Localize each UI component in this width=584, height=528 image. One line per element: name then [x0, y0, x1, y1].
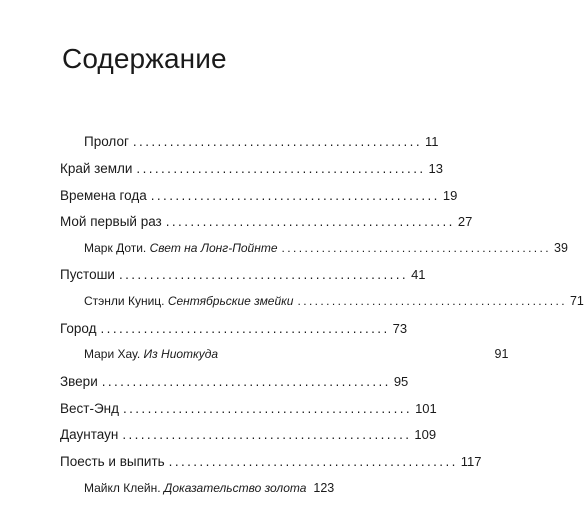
toc-entry-howe[interactable] [84, 347, 509, 367]
leader-dots: ............................................... [297, 294, 567, 308]
leader-dots: ............................................... [122, 401, 413, 416]
leader-dots: ............................................... [168, 454, 458, 469]
toc-entry-page: 101 [415, 401, 437, 416]
toc-entry-downtown[interactable] [60, 427, 437, 447]
toc-entry-beasts[interactable] [60, 374, 409, 394]
toc-entry-author: Стэнли Куниц. [84, 294, 165, 308]
toc-entry-page: 73 [392, 321, 408, 336]
toc-entry-page: 13 [428, 161, 443, 176]
toc-entry-klein[interactable] [84, 481, 334, 501]
leader-dots: ............................................... [122, 427, 412, 442]
toc-entry-title [84, 294, 293, 308]
toc-entry-page: 71 [569, 294, 584, 308]
toc-entry-work: Из Ниоткуда [143, 347, 219, 361]
toc-entry-page: 19 [442, 188, 458, 203]
leader-dots: ............................................... [101, 374, 391, 389]
toc-entry-title: Пустоши [60, 267, 115, 282]
toc-entry-page: 109 [414, 427, 437, 442]
toc-entry-page: 95 [393, 374, 409, 389]
leader-dots: ............................................... [165, 214, 455, 229]
toc-entry-title: Времена года [60, 188, 147, 203]
toc-entry-author: Майкл Клейн. [84, 481, 161, 495]
toc-entry-title: Пролог [84, 134, 129, 149]
toc-entry-page: 27 [457, 214, 473, 229]
toc-entry-wastelands[interactable] [60, 267, 426, 287]
toc-entry-title: Даунтаун [60, 427, 119, 442]
toc-entry-prologue[interactable] [84, 134, 439, 154]
toc-entry-title [84, 347, 218, 361]
toc-entry-title: Поесть и выпить [60, 454, 165, 469]
toc-entry-west-end[interactable] [60, 401, 437, 421]
toc-entry-page: 91 [494, 347, 509, 361]
toc-entry-title: Вест-Энд [60, 401, 119, 416]
leader-dots: ............................................... [100, 321, 390, 336]
toc-entry-doty[interactable] [84, 241, 568, 261]
leader-dots: ............................................... [118, 267, 409, 282]
toc-entry-edge-of-earth[interactable] [60, 161, 443, 181]
toc-entry-work: Свет на Лонг-Пойнте [149, 241, 278, 255]
leader-dots: ............................................... [132, 134, 422, 149]
toc-entry-page: 11 [424, 134, 439, 149]
toc-entry-author: Марк Доти. [84, 241, 147, 255]
toc-entry-author: Мари Хау. [84, 347, 141, 361]
toc-entry-page: 41 [411, 267, 426, 282]
toc-entry-page: 117 [460, 454, 482, 469]
toc-entry-city[interactable] [60, 321, 408, 341]
toc-entry-page: 39 [554, 241, 568, 255]
toc-entry-title: Край земли [60, 161, 133, 176]
toc-entry-title: Город [60, 321, 97, 336]
toc-entry-title: Мой первый раз [60, 214, 162, 229]
leader-dots: ............................................... [150, 188, 440, 203]
leader-dots: ............................................... [136, 161, 426, 176]
toc-entry-kunitz[interactable] [84, 294, 584, 314]
leader-dots: ............................................... [281, 241, 552, 255]
toc-entry-eat-drink[interactable] [60, 454, 482, 474]
toc-entry-title: Звери [60, 374, 98, 389]
toc-entry-work: Доказательство золота [163, 481, 307, 495]
toc-entry-work: Сентябрьские змейки [167, 294, 294, 308]
toc-entry-seasons[interactable] [60, 188, 458, 208]
page-title: Содержание [62, 42, 227, 74]
toc-entry-title [84, 481, 306, 495]
toc-entry-first-time[interactable] [60, 214, 473, 234]
toc-entry-page: 123 [313, 481, 335, 495]
toc-entry-title [84, 241, 278, 255]
